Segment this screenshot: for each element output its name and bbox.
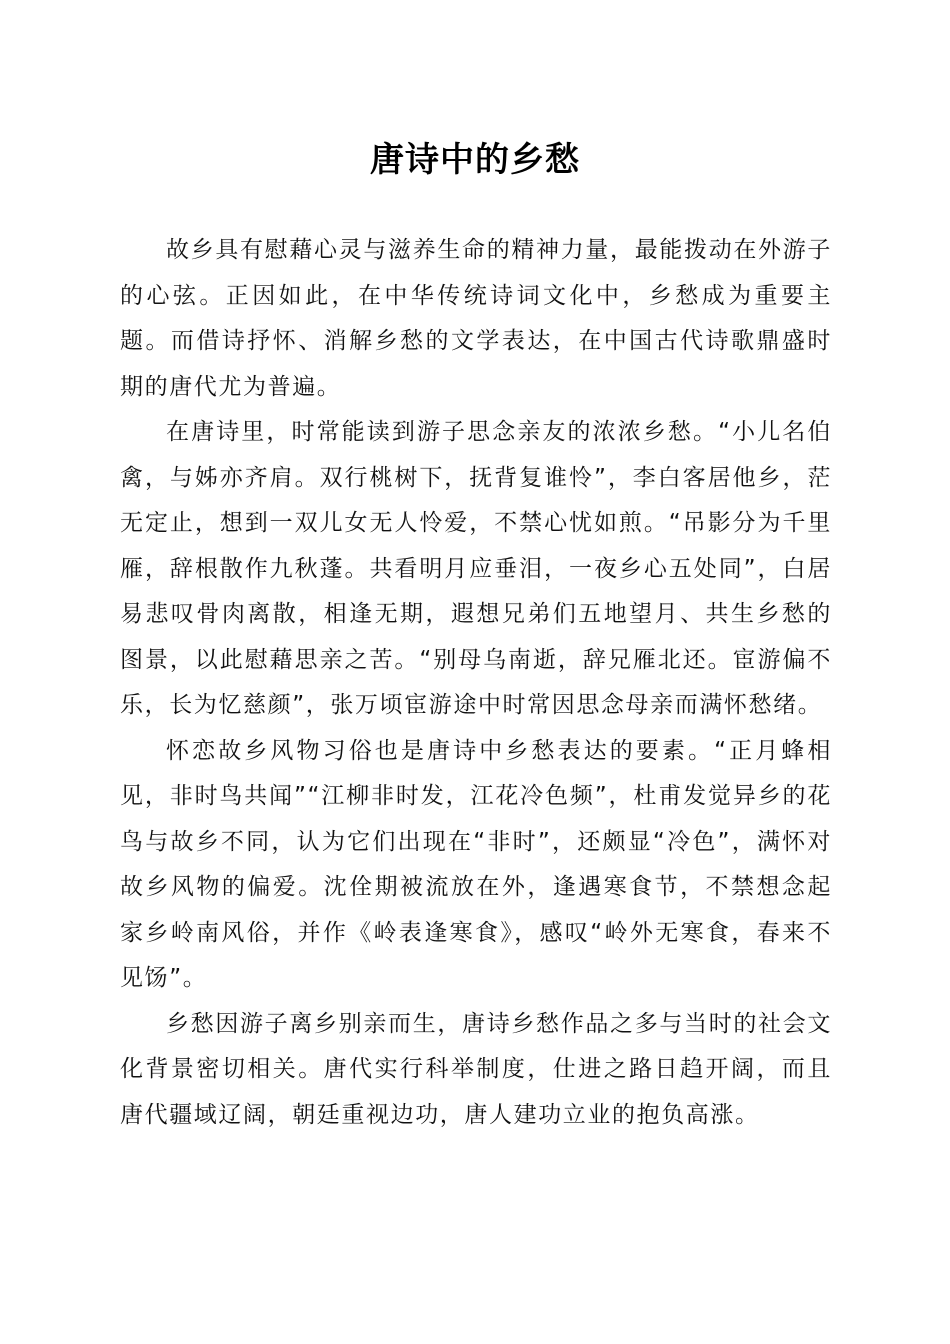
document-title: 唐诗中的乡愁 — [370, 140, 580, 180]
paragraph-2: 在唐诗里，时常能读到游子思念亲友的浓浓乡愁。“小儿名伯禽，与姊亦齐肩。双行桃树下，抚背复谁怜”，李白客居他乡，茫无定止，想到一双儿女无人怜爱，不禁心忧如煎。“吊影分为千里雁，辞根散作九秋蓬。共看明月应垂泪，一夜乡心五处同”，白居易悲叹骨肉离散，相逢无期，遐想兄弟们五地望月、共生乡愁的图景，以此慰藉思亲之苦。“别母乌南逝，辞兄雁北还。宦游偏不乐，长为忆慈颜”，张万顷宦游途中时常因思念母亲而满怀愁绪。 — [120, 419, 832, 718]
paragraph-1: 故乡具有慰藉心灵与滋养生命的精神力量，最能拨动在外游子的心弦。正因如此，在中华传统诗词文化中，乡愁成为重要主题。而借诗抒怀、消解乡愁的文学表达，在中国古代诗歌鼎盛时期的唐代尤为普遍。 — [120, 237, 832, 400]
document-body — [120, 228, 832, 1138]
paragraph-4: 乡愁因游子离乡别亲而生，唐诗乡愁作品之多与当时的社会文化背景密切相关。唐代实行科举制度，仕进之路日趋开阔，而且唐代疆域辽阔，朝廷重视边功，唐人建功立业的抱负高涨。 — [120, 1010, 832, 1128]
paragraph-3: 怀恋故乡风物习俗也是唐诗中乡愁表达的要素。“正月蜂相见，非时鸟共闻”“江柳非时发，江花冷色频”，杜甫发觉异乡的花鸟与故乡不同，认为它们出现在“非时”，还颇显“冷色”，满怀对故乡风物的偏爱。沈佺期被流放在外，逢遇寒食节，不禁想念起家乡岭南风俗，并作《岭表逢寒食》，感叹“岭外无寒食，春来不见饧”。 — [120, 737, 832, 991]
